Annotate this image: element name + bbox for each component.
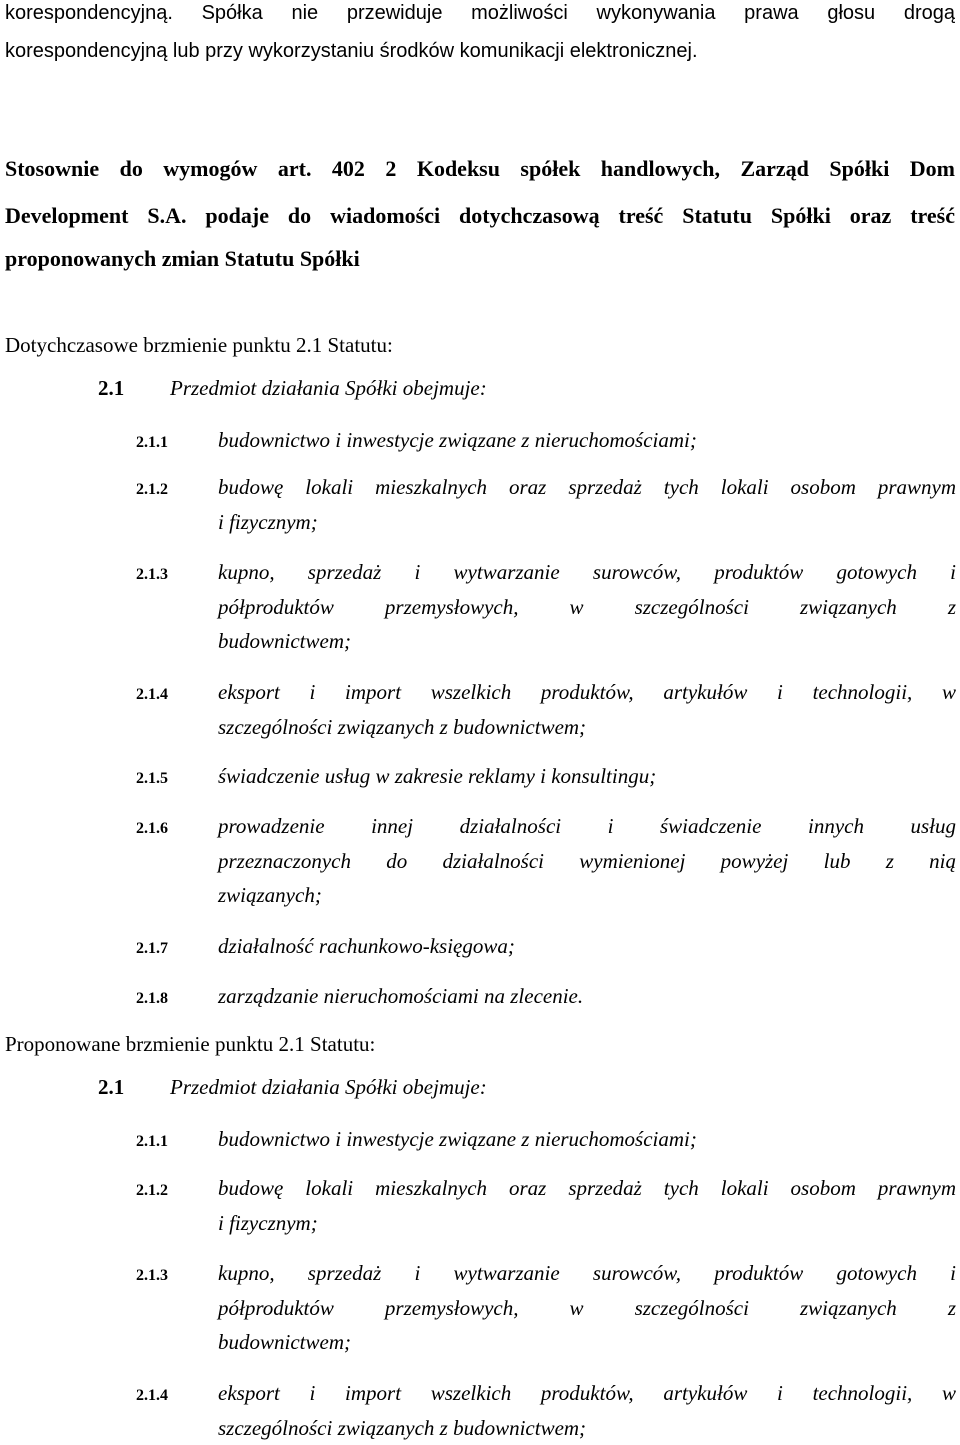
item-text-line: związanych;: [218, 878, 956, 913]
item-text-line: budownictwem;: [218, 624, 956, 659]
item-text-line: budowę lokali mieszkalnych oraz sprzedaż tych lokali osobom prawnym: [218, 470, 956, 505]
proposed-label: Proponowane brzmienie punktu 2.1 Statutu:: [5, 1032, 375, 1057]
item-text-line: przeznaczonych do działalności wymienionej powyżej lub z nią: [218, 844, 956, 879]
item-number: 2.1.4: [136, 686, 168, 704]
current-heading-text: Przedmiot działania Spółki obejmuje:: [170, 376, 487, 401]
item-number: 2.1.7: [136, 940, 168, 958]
item-text-line: budowę lokali mieszkalnych oraz sprzedaż tych lokali osobom prawnym: [218, 1171, 956, 1206]
item-text-line: i fizycznym;: [218, 1206, 956, 1241]
item-text-line: i fizycznym;: [218, 505, 956, 540]
notice-line-3: proponowanych zmian Statutu Spółki: [5, 246, 360, 272]
item-text-line: półproduktów przemysłowych, w szczególności związanych z: [218, 590, 956, 625]
notice-line-2: Development S.A. podaje do wiadomości dotychczasową treść Statutu Spółki oraz treść: [5, 203, 955, 229]
item-text-line: działalność rachunkowo-księgowa;: [218, 929, 956, 964]
item-text-line: świadczenie usług w zakresie reklamy i konsultingu;: [218, 759, 956, 794]
item-text-line: eksport i import wszelkich produktów, artykułów i technologii, w: [218, 675, 956, 710]
item-text-line: półproduktów przemysłowych, w szczególności związanych z: [218, 1291, 956, 1326]
item-number: 2.1.6: [136, 820, 168, 838]
item-text-line: budownictwo i inwestycje związane z nieruchomościami;: [218, 1122, 956, 1157]
item-number: 2.1.2: [136, 1182, 168, 1200]
item-number: 2.1.3: [136, 566, 168, 584]
item-text-line: budownictwem;: [218, 1325, 956, 1360]
item-text-line: eksport i import wszelkich produktów, artykułów i technologii, w: [218, 1376, 956, 1411]
item-number: 2.1.3: [136, 1267, 168, 1285]
item-text-line: kupno, sprzedaż i wytwarzanie surowców, produktów gotowych i: [218, 555, 956, 590]
item-number: 2.1.1: [136, 434, 168, 452]
item-number: 2.1.4: [136, 1387, 168, 1405]
notice-line-1: Stosownie do wymogów art. 402 2 Kodeksu spółek handlowych, Zarząd Spółki Dom: [5, 156, 955, 182]
proposed-heading-text: Przedmiot działania Spółki obejmuje:: [170, 1075, 487, 1100]
item-number: 2.1.1: [136, 1133, 168, 1151]
item-number: 2.1.5: [136, 770, 168, 788]
item-number: 2.1.8: [136, 990, 168, 1008]
intro-line-1: korespondencyjną. Spółka nie przewiduje możliwości wykonywania prawa głosu drogą: [5, 2, 955, 25]
item-text-line: szczególności związanych z budownictwem;: [218, 710, 956, 745]
proposed-heading-num: 2.1: [98, 1075, 124, 1100]
item-text-line: szczególności związanych z budownictwem;: [218, 1411, 956, 1445]
item-number: 2.1.2: [136, 481, 168, 499]
intro-line-2: korespondencyjną lub przy wykorzystaniu środków komunikacji elektronicznej.: [5, 40, 698, 63]
item-text-line: budownictwo i inwestycje związane z nieruchomościami;: [218, 423, 956, 458]
item-text-line: kupno, sprzedaż i wytwarzanie surowców, produktów gotowych i: [218, 1256, 956, 1291]
current-label: Dotychczasowe brzmienie punktu 2.1 Statutu:: [5, 333, 393, 358]
current-heading-num: 2.1: [98, 376, 124, 401]
item-text-line: zarządzanie nieruchomościami na zlecenie.: [218, 979, 956, 1014]
item-text-line: prowadzenie innej działalności i świadczenie innych usług: [218, 809, 956, 844]
